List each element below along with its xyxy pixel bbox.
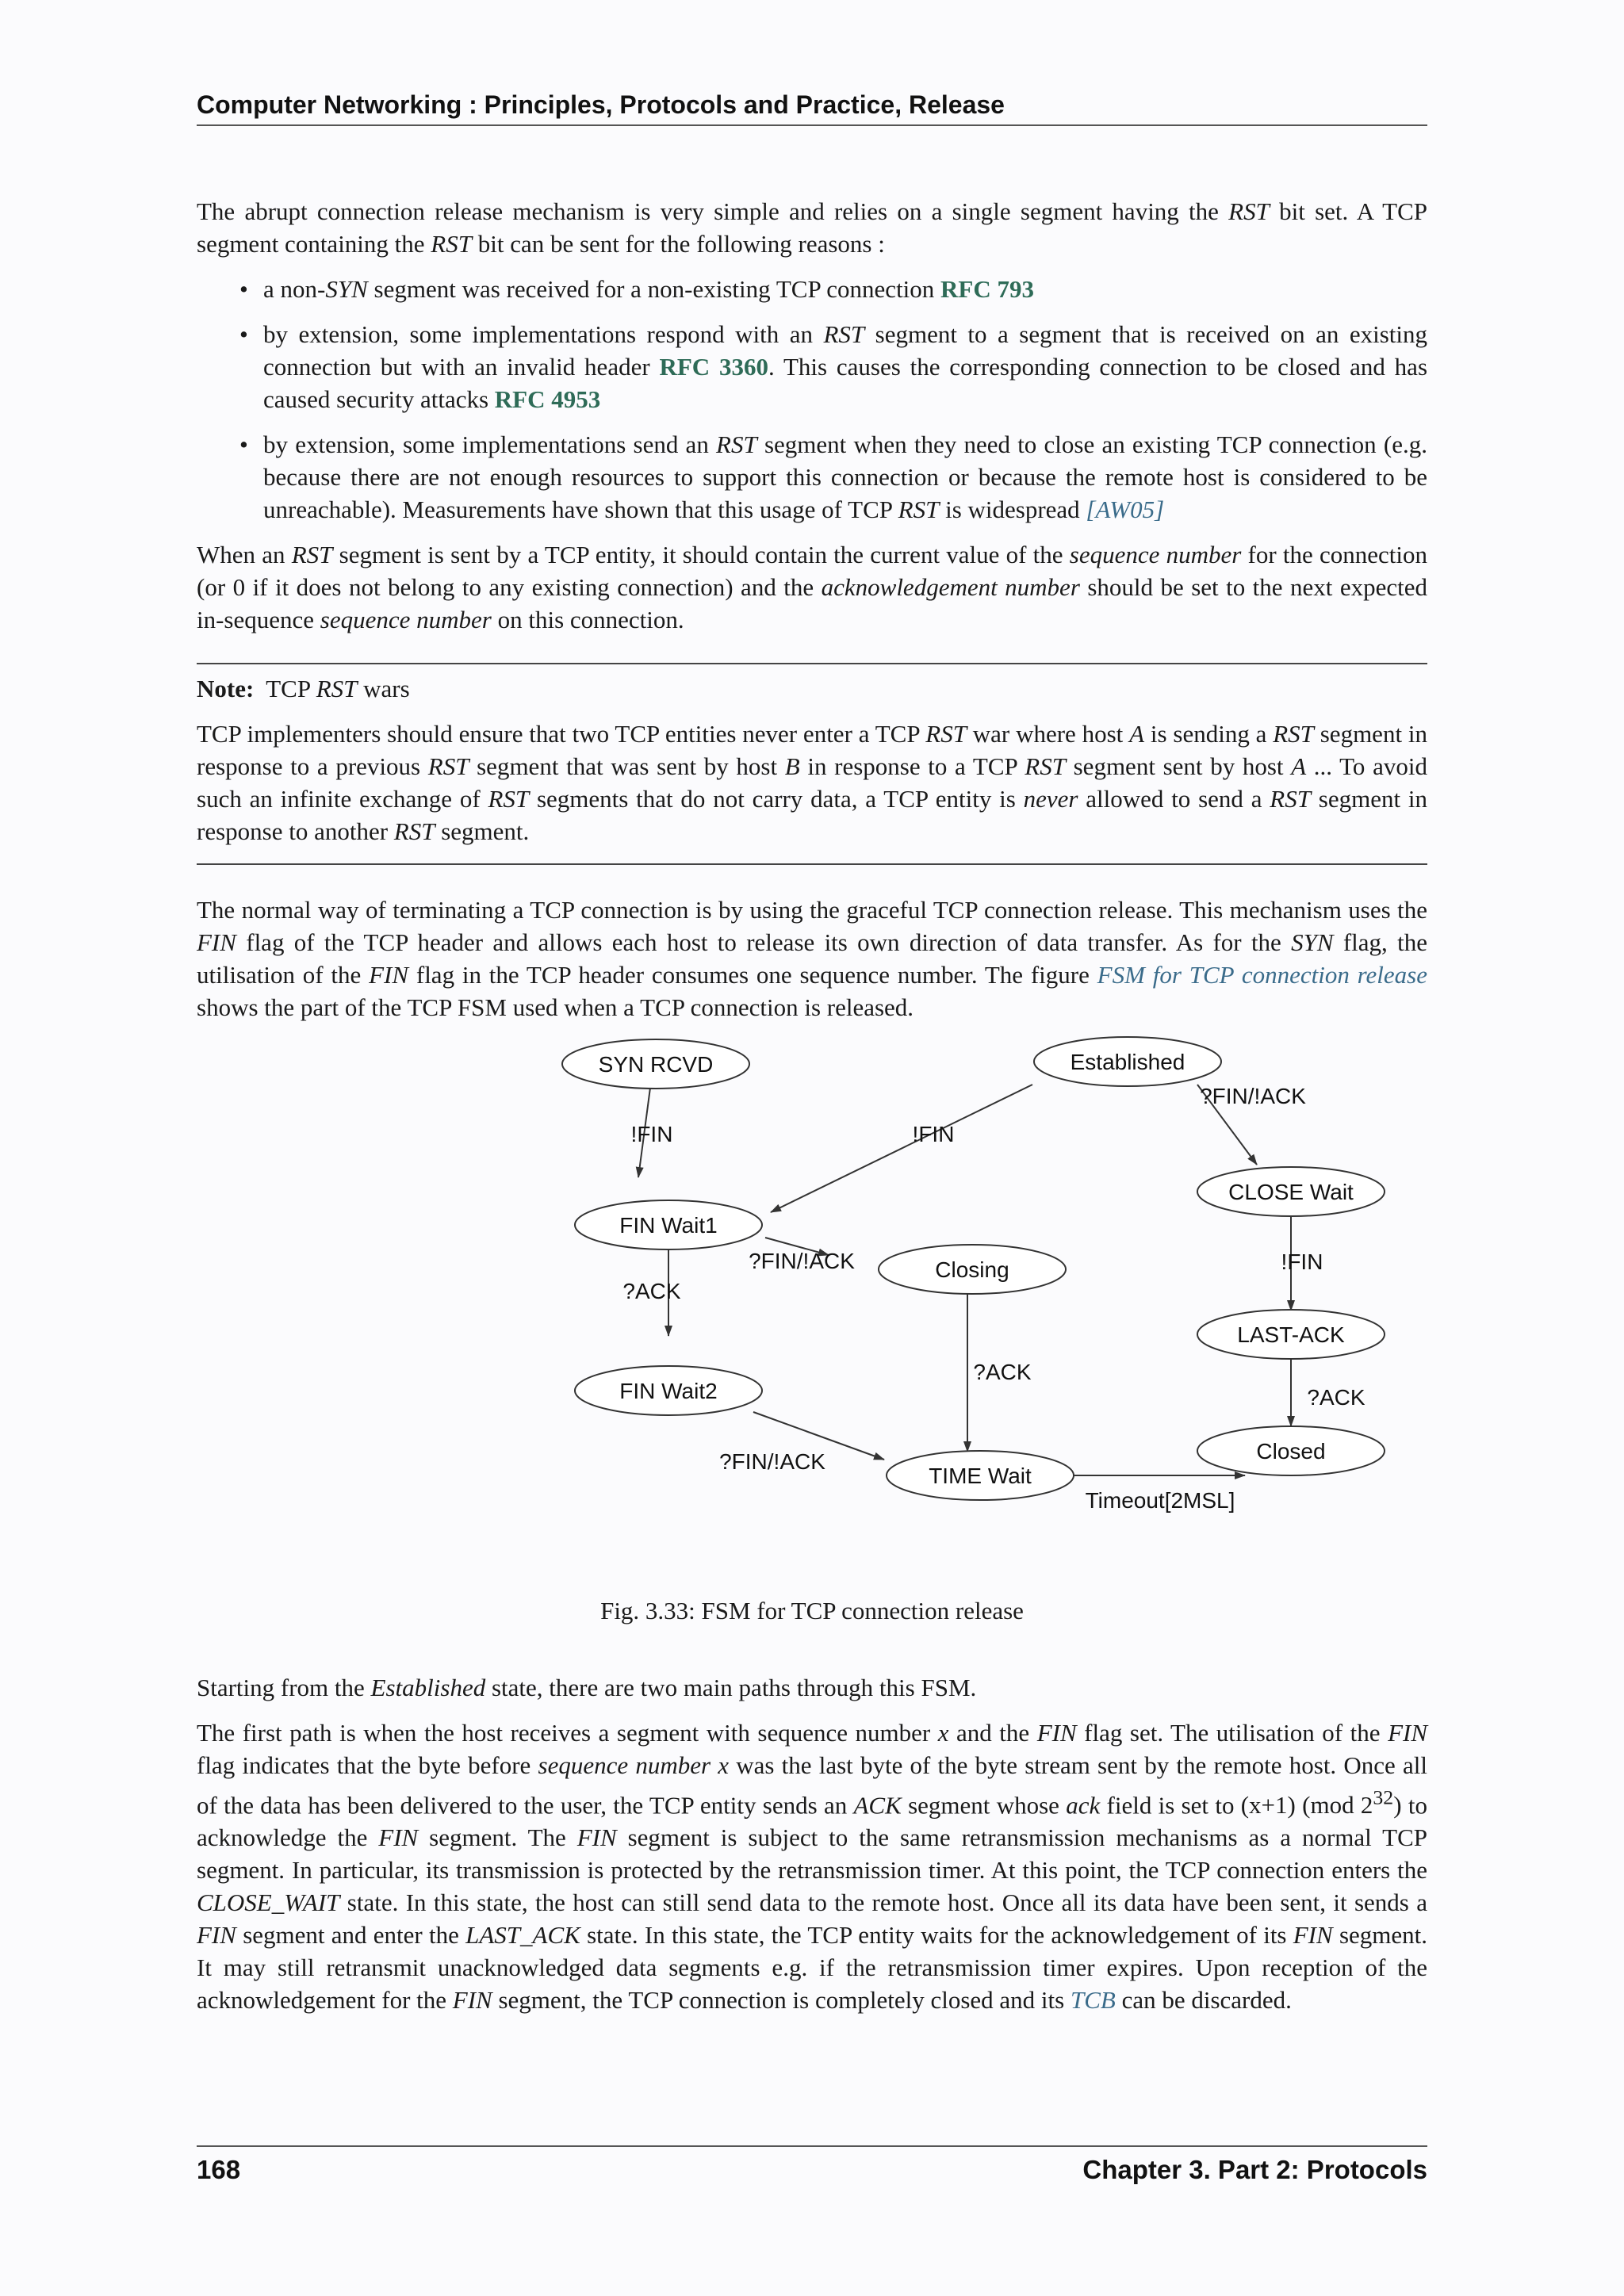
figure-caption: Fig. 3.33: FSM for TCP connection release: [600, 1597, 1024, 1624]
state-last-ack-label: LAST-ACK: [1237, 1322, 1345, 1347]
list-item: • by extension, some implementations respond with an RST segment to a segment that is received on an existing connection but with an invalid header RFC 3360. This causes the corresponding connection to be closed and has caused security attacks RFC 4953: [197, 318, 1427, 415]
chapter-title: Chapter 3. Part 2: Protocols: [1082, 2155, 1427, 2184]
label-fin-established: !FIN: [912, 1122, 955, 1146]
label-ack-finwait1: ?ACK: [622, 1279, 681, 1303]
label-fin-synrcvd: !FIN: [630, 1122, 673, 1146]
list-item: • by extension, some implementations send an RST segment when they need to close an existing TCP connection (e.g. because there are not enough resources to support this connection or because the remote host is considered to be unreachable). Measurements have shown that this usage of TCP RST is widespread [AW05]: [197, 428, 1427, 526]
list-item: • a non-SYN segment was received for a non-existing TCP connection RFC 793: [197, 273, 1427, 305]
rfc-link[interactable]: RFC 793: [940, 275, 1035, 303]
label-timeout: Timeout[2MSL]: [1085, 1488, 1235, 1513]
label-finack-established: ?FIN/!ACK: [1200, 1084, 1306, 1108]
fsm-figure: [197, 1036, 1427, 1591]
label-finack-finwait2: ?FIN/!ACK: [719, 1449, 825, 1474]
transition-established-finwait1: [771, 1085, 1032, 1212]
rfc-link[interactable]: RFC 4953: [494, 385, 601, 413]
note-body: TCP implementers should ensure that two TCP entities never enter a TCP RST war where host A is sending a RST segment in response to a previous RST segment that was sent by host B in response to a TCP RST segment sent by host A ... To avoid such an infinite exchange of RST segments that do not carry data, a TCP entity is never allowed to send a RST segment in response to another RST segment.: [197, 720, 1428, 845]
paragraph-abrupt-release: The abrupt connection release mechanism is very simple and relies on a single segment having the RST bit set. A TCP segment containing the RST bit can be sent for the following reasons :: [197, 197, 1427, 258]
paragraph-rst-contents: When an RST segment is sent by a TCP entity, it should contain the current value of the sequence number for the connection (or 0 if it does not belong to any existing connection) and the acknowledgement number should be set to the next expected in-sequence sequence number on this connection.: [197, 541, 1428, 633]
state-close-wait-label: CLOSE Wait: [1228, 1180, 1354, 1204]
header-title: Computer Networking : Principles, Protocols and Practice, Release: [197, 90, 1005, 119]
state-time-wait-label: TIME Wait: [929, 1464, 1032, 1488]
label-ack-lastack: ?ACK: [1307, 1385, 1365, 1410]
math-expression: (x+1) (mod $2^{32}$): [1240, 1786, 1402, 1820]
state-syn-rcvd-label: SYN RCVD: [598, 1052, 714, 1077]
note-box: [197, 663, 1427, 865]
state-closed-label: Closed: [1256, 1439, 1326, 1464]
label-finack-finwait1: ?FIN/!ACK: [749, 1249, 855, 1273]
page-footer: [197, 2145, 1427, 2185]
rfc-link[interactable]: RFC 3360: [659, 353, 768, 381]
state-closing-label: Closing: [935, 1257, 1009, 1282]
state-fin-wait2-label: FIN Wait2: [619, 1379, 718, 1403]
reasons-list: [197, 273, 1427, 526]
paragraph-two-paths: Starting from the Established state, there are two main paths through this FSM.: [197, 1674, 977, 1701]
tcb-link[interactable]: TCB: [1070, 1986, 1116, 2015]
page-number: 168: [197, 2155, 241, 2184]
running-header: [197, 90, 1427, 126]
note-title: Note: TCP RST wars: [197, 675, 410, 702]
fsm-diagram: [365, 1036, 1365, 1591]
figure-link[interactable]: FSM for TCP connection release: [1097, 961, 1427, 989]
label-ack-closing: ?ACK: [973, 1360, 1032, 1384]
paragraph-first-path: The first path is when the host receives a segment with sequence number x and the FIN flag set. The utilisation of the FIN flag indicates that the byte before sequence number x was the last byte of the byte stream sent by the remote host. Once all of the data has been delivered to the user, the TCP entity sends an ACK segment whose ack field is set to (x+1) (mod $2^{32}$) to acknowledge the FIN segment. The FIN segment is subject to the same retransmission mechanisms as a normal TCP segment. In particular, its transmission is protected by the retransmission timer. At this point, the TCP connection enters the CLOSE_WAIT state. In this state, the host can still send data to the remote host. Once all its data have been sent, it sends a FIN segment and enter the LAST_ACK state. In this state, the TCP entity waits for the acknowledgement of its FIN segment. It may still retransmit unacknowledged data segments e.g. if the retransmission timer expires. Upon reception of the acknowledgement for the FIN segment, the TCP connection is completely closed and its TCB can be discarded.: [197, 1719, 1427, 2015]
citation-link[interactable]: [AW05]: [1086, 496, 1165, 523]
page-content: [197, 195, 1427, 2029]
state-fin-wait1-label: FIN Wait1: [619, 1213, 718, 1238]
state-established-label: Established: [1070, 1050, 1185, 1074]
paragraph-graceful-release: The normal way of terminating a TCP connection is by using the graceful TCP connection release. This mechanism uses the FIN flag of the TCP header and allows each host to release its own direction of data transfer. As for the SYN flag, the utilisation of the FIN flag in the TCP header consumes one sequence number. The figure FSM for TCP connection release shows the part of the TCP FSM used when a TCP connection is released.: [197, 896, 1427, 1021]
label-fin-closewait: !FIN: [1281, 1249, 1323, 1274]
